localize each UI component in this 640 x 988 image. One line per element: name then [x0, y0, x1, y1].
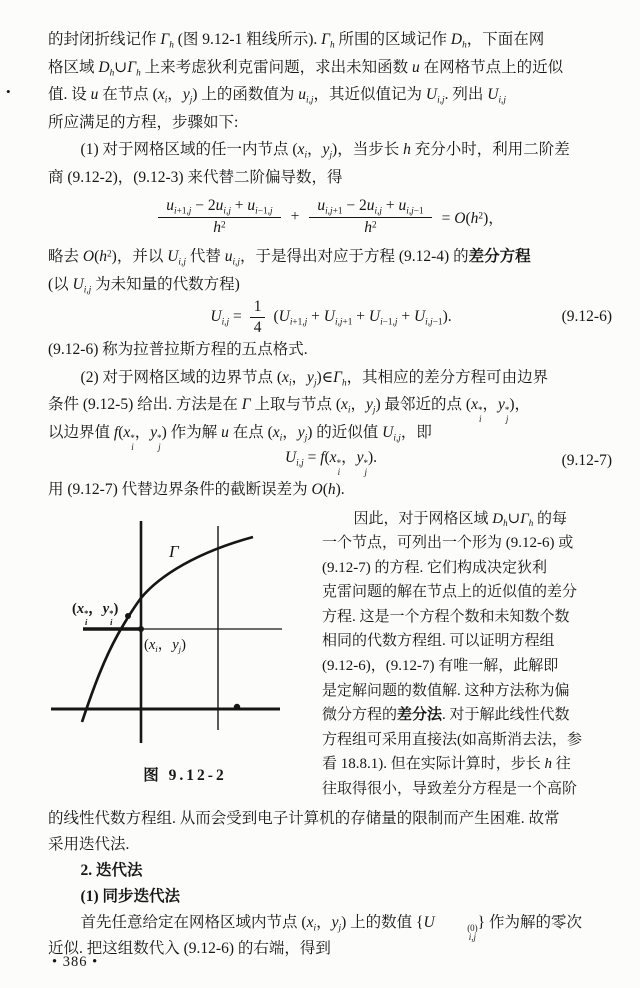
equation-number: (9.12-6) — [561, 308, 612, 325]
step2-line: 条件 (9.12-5) 给出. 方法是在 Γ 上取与节点 ($x_i$，$y_j$) 最邻近的点 (x * i ，y * j )， — [48, 396, 531, 425]
figure-canvas — [48, 506, 322, 754]
equation-lhs: $U_{i,j}$ = — [210, 308, 242, 328]
text-line: 克雷问题的解在节点上的近似值的差分 — [322, 584, 578, 601]
bottom-text-block — [48, 806, 614, 962]
fraction-denominator: $h^2$ — [213, 219, 226, 236]
figure-and-text-block — [48, 506, 614, 806]
text-line: 的线性代数方程组. 从而会受到电子计算机的存储量的限制而产生困难. 故常 — [48, 809, 560, 827]
fraction-denominator: 4 — [253, 318, 262, 336]
text-line: 看 18.8.1). 但在实际计算时，步长 h 往 — [322, 756, 571, 773]
fraction-numerator: $u_{i+1,j} - 2u_{i,j} + u_{i-1,j}$ — [158, 197, 280, 218]
fraction-denominator: $h^2$ — [364, 219, 377, 236]
equation-difference-quotient — [48, 191, 614, 243]
margin-dot: • — [6, 84, 11, 99]
heading-iteration-method: 2. 迭代法 — [80, 861, 143, 879]
equation-rhs: = $O(h^2)$， — [441, 210, 504, 227]
text-line: 一个节点，可列出一个形为 (9.12-6) 或 — [322, 535, 574, 552]
text-line: 相同的代数方程组. 可以证明方程组 — [322, 633, 555, 650]
main-text-column — [48, 26, 614, 962]
gamma-curve-label: Γ — [169, 541, 179, 561]
boundary-point-dot — [125, 613, 131, 619]
text-line: (9.12-7) 的方程. 它们构成决定狄利 — [322, 559, 547, 576]
equation-9-12-7 — [48, 446, 614, 476]
fraction — [309, 197, 431, 237]
equation-rhs: $(U_{i+1,j} + U_{i,j+1} + U_{i-1,j} + U_{i,j-1})$. — [273, 308, 452, 328]
text-line: (9.12-6) 称为拉普拉斯方程的五点格式. — [48, 341, 308, 358]
fraction — [250, 298, 266, 337]
text-line: 往取得很小，导致差分方程是一个高阶 — [322, 781, 578, 798]
text-line: 微分方程的差分法. 对于解此线性代数 — [322, 707, 570, 724]
equation-number: (9.12-7) — [561, 452, 612, 469]
step2-line: (2) 对于网格区域的边界节点 ($x_i$，$y_j)\in\Gamma_h$，其相应的差分方程可由边界 — [80, 368, 549, 388]
boundary-point-label: (x * i ，y * i ) — [72, 600, 119, 628]
text-line: 所应满足的方程，步骤如下: — [48, 113, 239, 131]
fraction — [158, 197, 280, 237]
text-line: 格区域 $D_h\cup\Gamma_h$ 上来考虑狄利克雷问题，求出未知函数 u 在网格节点上的近似 — [48, 58, 564, 78]
text-line: 方程组可采用直接法(如高斯消去法，参 — [322, 731, 582, 748]
equation-9-12-6 — [48, 298, 614, 336]
text-line: 用 (9.12-7) 代替边界条件的截断误差为 O(h). — [48, 481, 345, 498]
stray-dot — [234, 703, 240, 709]
fraction-numerator: $u_{i,j+1} - 2u_{i,j} + u_{i,j-1}$ — [309, 197, 431, 218]
node-point-dot — [138, 626, 144, 632]
step1-line: 商 (9.12-2)，(9.12-3) 来代替二阶偏导数，得 — [48, 168, 343, 186]
text-line: 是定解问题的数值解. 这种方法称为偏 — [322, 682, 570, 699]
text-line: 首先任意给定在网格区域内节点 ($x_i$，$y_j$) 上的数值 {U (0) i,j } 作为解的零次 — [80, 913, 582, 942]
text-line: 的封闭折线记作 $\Gamma_h$ (图 9.12-1 粗线所示). $\Gamma_h$ 所围的区域记作 $D_h$，下面在网 — [48, 31, 545, 51]
node-point-label: ($x_i$，$y_j$) — [144, 636, 186, 654]
heading-synchronous-iteration: (1) 同步迭代法 — [80, 887, 180, 905]
text-line: 值. 设 u 在节点 ($x_i$，$y_j$) 上的函数值为 $u_{i,j}$，其近似值记为 $U_{i,j}$. 列出 $U_{i,j}$ — [48, 86, 506, 106]
figure-caption: 图 9.12-2 — [143, 766, 227, 784]
text-line: 因此，对于网格区域 $D_h\cup\Gamma_h$ 的每 — [353, 510, 567, 528]
text-line: 采用迭代法. — [48, 835, 130, 853]
plus-operator: + — [290, 208, 300, 225]
text-line: 方程. 这是一个方程个数和未知数个数 — [322, 608, 570, 625]
text-line: (以 $U_{i,j}$ 为未知量的代数方程) — [48, 275, 240, 295]
text-line: (9.12-6)，(9.12-7) 有唯一解，此解即 — [322, 658, 559, 675]
equation-body: $U_{i,j} = f(x$ * i ，y * j ). — [284, 448, 378, 478]
figure-9-12-2 — [48, 506, 322, 806]
page-number: • 386 • — [52, 954, 99, 970]
step1-line: (1) 对于网格区域的任一内节点 ($x_i$，$y_j$)，当步长 h 充分小时，利用二阶差 — [80, 141, 570, 161]
step2-line: 以边界值 f(x * i ，y * j ) 作为解 u 在点 ($x_i$，$y_j$) 的近似值 $U_{i,j}$，即 — [48, 423, 432, 452]
right-text-column — [322, 506, 614, 806]
text-line: 略去 $O(h^2)$，并以 $U_{i,j}$ 代替 $u_{i,j}$，于是得出对应于方程 (9.12-4) 的差分方程 — [48, 248, 531, 268]
fraction-numerator: 1 — [250, 298, 266, 318]
text-line: 近似. 把这组数代入 (9.12-6) 的右端，得到 — [48, 939, 331, 957]
